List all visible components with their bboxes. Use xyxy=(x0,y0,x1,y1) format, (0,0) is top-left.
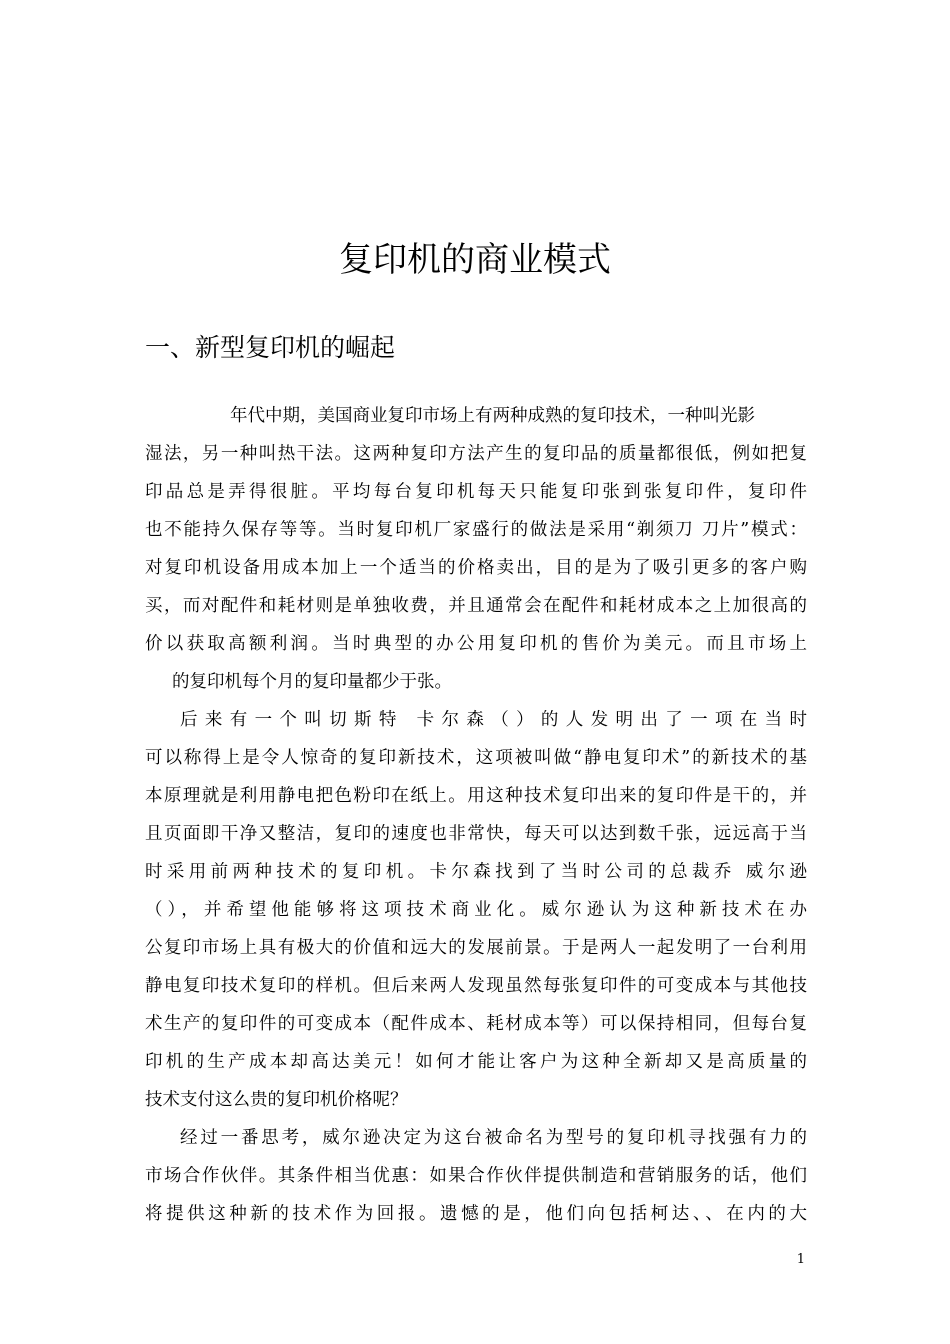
paragraph-line: 经过一番思考，威尔逊决定为这台被命名为型号的复印机寻找强有力的 xyxy=(180,1128,807,1148)
paragraph-line: 术生产的复印件的可变成本（配件成本、耗材成本等）可以保持相同，但每台复 xyxy=(145,1014,807,1034)
paragraph-line: 静电复印技术复印的样机。但后来两人发现虽然每张复印件的可变成本与其他技 xyxy=(145,976,807,996)
paragraph-line: （），并希望他能够将这项技术商业化。威尔逊认为这种新技术在办 xyxy=(145,900,807,920)
paragraph-line: 公复印市场上具有极大的价值和远大的发展前景。于是两人一起发明了一台利用 xyxy=(145,938,807,958)
paragraph-line: 时采用前两种技术的复印机。卡尔森找到了当时公司的总裁乔 威尔逊 xyxy=(145,862,807,882)
page-number: 1 xyxy=(796,1252,805,1267)
paragraph-line: 本原理就是利用静电把色粉印在纸上。用这种技术复印出来的复印件是干的，并 xyxy=(145,786,807,806)
paragraph-line: 对复印机设备用成本加上一个适当的价格卖出，目的是为了吸引更多的客户购 xyxy=(145,558,807,578)
paragraph-line: 年代中期，美国商业复印市场上有两种成熟的复印技术，一种叫光影 xyxy=(230,406,755,426)
paragraph-line: 且页面即干净又整洁，复印的速度也非常快，每天可以达到数千张，远远高于当 xyxy=(145,824,807,844)
paragraph-line: 可以称得上是令人惊奇的复印新技术，这项被叫做“静电复印术”的新技术的基 xyxy=(145,748,807,768)
paragraph-line: 后来有一个叫切斯特 卡尔森（）的人发明出了一项在当时 xyxy=(180,710,807,730)
paragraph-line: 也不能持久保存等等。当时复印机厂家盛行的做法是采用“剃须刀 刀片”模式： xyxy=(145,520,807,540)
paragraph-line: 技术支付这么贵的复印机价格呢？ xyxy=(145,1090,408,1110)
paragraph-line: 市场合作伙伴。其条件相当优惠：如果合作伙伴提供制造和营销服务的话，他们 xyxy=(145,1166,807,1186)
paragraph-line: 买，而对配件和耗材则是单独收费，并且通常会在配件和耗材成本之上加很高的 xyxy=(145,596,807,616)
document-title: 复印机的商业模式 xyxy=(339,240,611,280)
paragraph-line: 的复印机每个月的复印量都少于张。 xyxy=(172,672,452,692)
paragraph-line: 价以获取高额利润。当时典型的办公用复印机的售价为美元。而且市场上 xyxy=(145,634,807,654)
paragraph-line: 湿法，另一种叫热干法。这两种复印方法产生的复印品的质量都很低，例如把复 xyxy=(145,444,807,464)
paragraph-line: 印机的生产成本却高达美元！如何才能让客户为这种全新却又是高质量的 xyxy=(145,1052,807,1072)
paragraph-line: 将提供这种新的技术作为回报。遗憾的是，他们向包括柯达、、在内的大 xyxy=(145,1204,807,1224)
paragraph-line: 印品总是弄得很脏。平均每台复印机每天只能复印张到张复印件，复印件 xyxy=(145,482,807,502)
section-heading: 一、新型复印机的崛起 xyxy=(145,333,396,362)
